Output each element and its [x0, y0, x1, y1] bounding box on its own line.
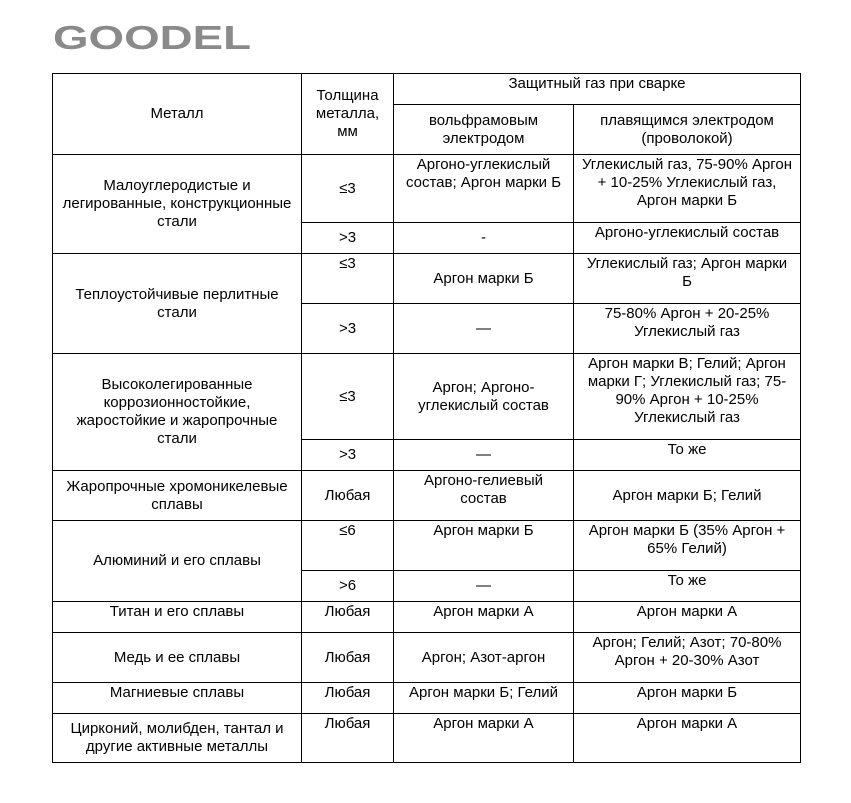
header-metal: Металл	[53, 74, 302, 155]
table-row	[53, 602, 801, 633]
consumable-gas-cell: Аргон марки Б; Гелий	[574, 471, 801, 521]
metal-cell: Жаропрочные хромоникелевые сплавы	[53, 471, 302, 521]
metal-cell: Цирконий, молибден, тантал и другие активные металлы	[53, 714, 302, 763]
thickness-cell: ≤3	[302, 155, 394, 223]
tungsten-gas-cell: Аргон; Азот-аргон	[394, 633, 574, 683]
thickness-cell: Любая	[302, 714, 394, 763]
consumable-gas-cell: Углекислый газ, 75-90% Аргон + 10-25% Углекислый газ, Аргон марки Б	[574, 155, 801, 223]
table-row	[53, 155, 801, 223]
tungsten-gas-cell: Аргоно-углекислый состав; Аргон марки Б	[394, 155, 574, 223]
tungsten-gas-cell: Аргоно-гелиевый состав	[394, 471, 574, 521]
metal-cell: Медь и ее сплавы	[53, 633, 302, 683]
header-consumable: плавящимся электродом (проволокой)	[574, 105, 801, 155]
metal-cell: Малоуглеродистые и легированные, конструкционные стали	[53, 155, 302, 254]
consumable-gas-cell: Аргон марки А	[574, 602, 801, 633]
consumable-gas-cell: То же	[574, 440, 801, 471]
tungsten-gas-cell: Аргон марки А	[394, 714, 574, 763]
header-row	[53, 74, 801, 105]
header-gas-group: Защитный газ при сварке	[394, 74, 801, 105]
tungsten-gas-cell: —	[394, 304, 574, 354]
brand-logo	[53, 22, 253, 52]
tungsten-gas-cell: —	[394, 440, 574, 471]
shielding-gas-table	[52, 73, 801, 763]
thickness-cell: >3	[302, 304, 394, 354]
thickness-cell: ≤3	[302, 354, 394, 440]
thickness-cell: Любая	[302, 633, 394, 683]
table-row	[53, 254, 801, 304]
consumable-gas-cell: То же	[574, 571, 801, 602]
header-tungsten: вольфрамовым электродом	[394, 105, 574, 155]
consumable-gas-cell: Аргон марки А	[574, 714, 801, 763]
consumable-gas-cell: Аргон; Гелий; Азот; 70-80% Аргон + 20-30% Азот	[574, 633, 801, 683]
thickness-cell: >3	[302, 223, 394, 254]
thickness-cell: ≤3	[302, 254, 394, 304]
thickness-cell: Любая	[302, 602, 394, 633]
tungsten-gas-cell: Аргон марки Б	[394, 254, 574, 304]
tungsten-gas-cell: —	[394, 571, 574, 602]
thickness-cell: >6	[302, 571, 394, 602]
metal-cell: Высоколегированные коррозионностойкие, жаростойкие и жаропрочные стали	[53, 354, 302, 471]
tungsten-gas-cell: -	[394, 223, 574, 254]
table-row	[53, 714, 801, 763]
table-row	[53, 521, 801, 571]
tungsten-gas-cell: Аргон марки Б	[394, 521, 574, 571]
metal-cell: Титан и его сплавы	[53, 602, 302, 633]
table-row	[53, 471, 801, 521]
thickness-cell: Любая	[302, 471, 394, 521]
table-row	[53, 683, 801, 714]
thickness-cell: ≤6	[302, 521, 394, 571]
tungsten-gas-cell: Аргон; Аргоно-углекислый состав	[394, 354, 574, 440]
consumable-gas-cell: Аргон марки Б (35% Аргон + 65% Гелий)	[574, 521, 801, 571]
consumable-gas-cell: Аргон марки В; Гелий; Аргон марки Г; Углекислый газ; 75-90% Аргон + 10-25% Углекислый газ	[574, 354, 801, 440]
brand-logo-graphic	[53, 22, 253, 52]
metal-cell: Магниевые сплавы	[53, 683, 302, 714]
tungsten-gas-cell: Аргон марки Б; Гелий	[394, 683, 574, 714]
brand-name: GOODEL	[53, 22, 251, 52]
header-thickness: Толщина металла, мм	[302, 74, 394, 155]
metal-cell: Теплоустойчивые перлитные стали	[53, 254, 302, 354]
consumable-gas-cell: Аргоно-углекислый состав	[574, 223, 801, 254]
thickness-cell: >3	[302, 440, 394, 471]
thickness-cell: Любая	[302, 683, 394, 714]
table-body	[53, 74, 801, 763]
metal-cell: Алюминий и его сплавы	[53, 521, 302, 602]
consumable-gas-cell: Углекислый газ; Аргон марки Б	[574, 254, 801, 304]
table-row	[53, 633, 801, 683]
consumable-gas-cell: Аргон марки Б	[574, 683, 801, 714]
tungsten-gas-cell: Аргон марки А	[394, 602, 574, 633]
consumable-gas-cell: 75-80% Аргон + 20-25% Углекислый газ	[574, 304, 801, 354]
table-row	[53, 354, 801, 440]
